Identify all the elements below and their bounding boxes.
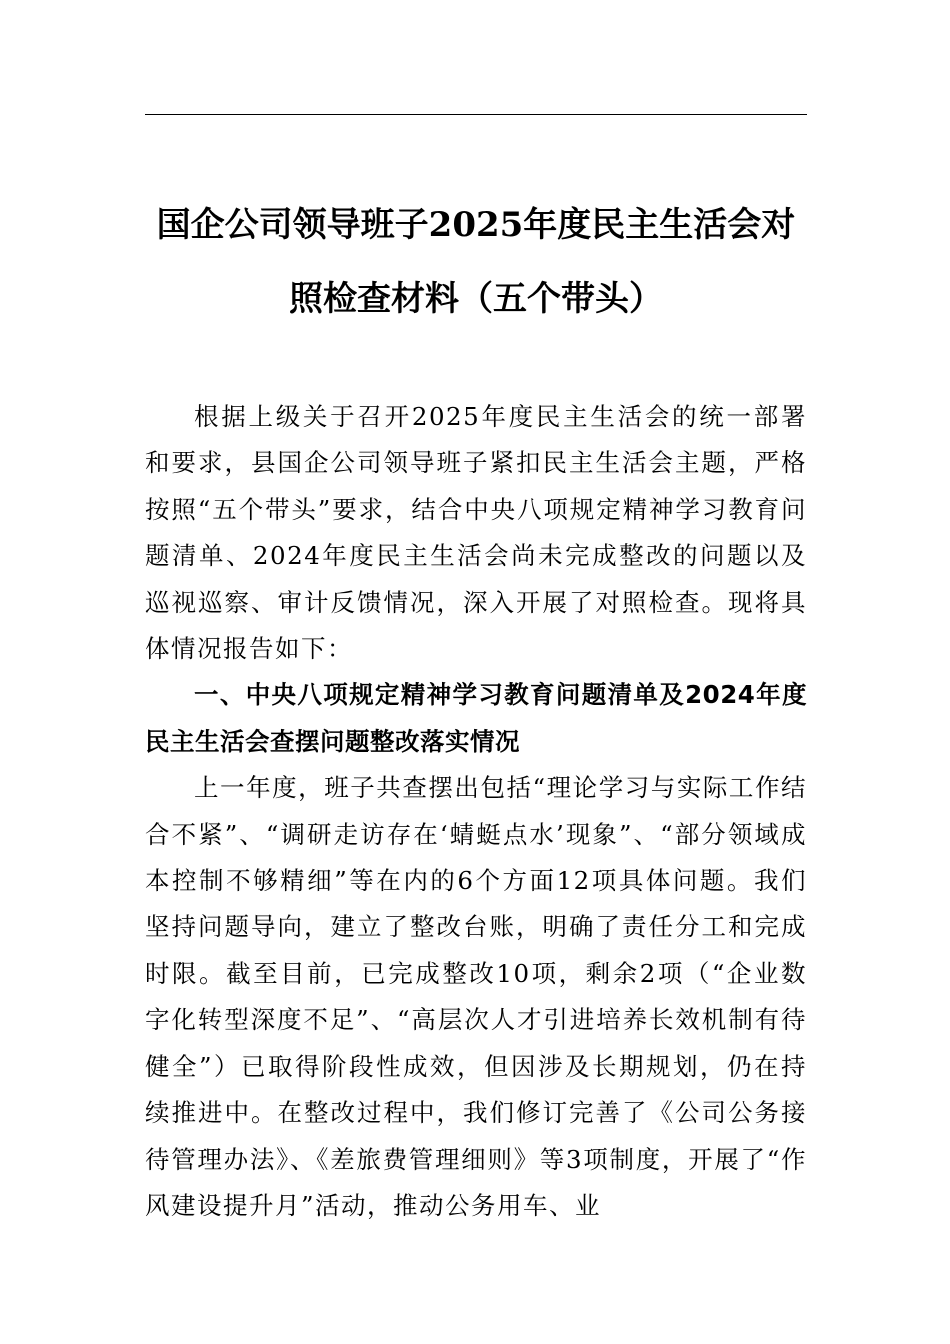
intro-paragraph: 根据上级关于召开2025年度民主生活会的统一部署和要求，县国企公司领导班子紧扣民主生活会主题，严格按照“五个带头”要求，结合中央八项规定精神学习教育问题清单、2024年度民主生活会尚未完成整改的问题以及巡视巡察、审计反馈情况，深入开展了对照检查。现将具体情况报告如下： — [145, 402, 807, 664]
header-rule — [145, 114, 807, 115]
document-title-line-2: 照检查材料（五个带头） — [289, 279, 663, 319]
section-1-paragraph: 上一年度，班子共查摆出包括“理论学习与实际工作结合不紧”、“调研走访存在‘蜻蜓点水’现象”、“部分领域成本控制不够精细”等在内的6个方面12项具体问题。我们坚持问题导向，建立了整改台账，明确了责任分工和完成时限。截至目前，已完成整改10项，剩余2项（“企业数字化转型深度不足”、“高层次人才引进培养长效机制有待健全”）已取得阶段性成效，但因涉及长期规划，仍在持续推进中。在整改过程中，我们修订完善了《公司公务接待管理办法》、《差旅费管理细则》等3项制度，开展了“作风建设提升月”活动，推动公务用车、业 — [145, 773, 807, 1220]
document-body — [145, 394, 807, 1229]
document-title-line-1: 国企公司领导班子2025年度民主生活会对 — [156, 205, 796, 245]
section-1-heading: 一、中央八项规定精神学习教育问题清单及2024年度民主生活会查摆问题整改落实情况 — [145, 680, 807, 756]
document-title — [145, 188, 807, 336]
